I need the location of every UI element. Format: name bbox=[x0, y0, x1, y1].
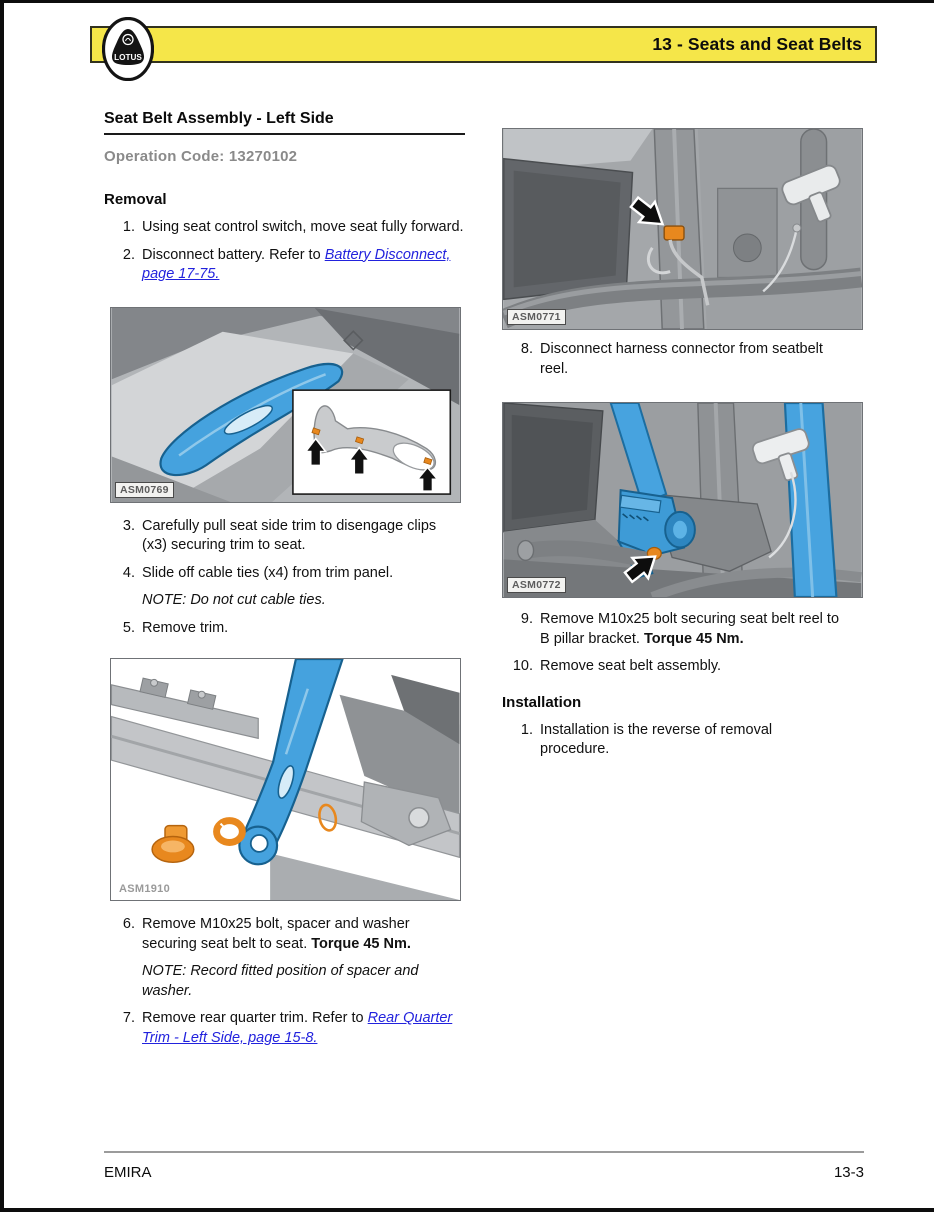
installation-steps bbox=[502, 721, 863, 760]
chapter-title: 13 - Seats and Seat Belts bbox=[652, 34, 862, 54]
chapter-header-bar bbox=[90, 26, 877, 63]
step-text: Using seat control switch, move seat fully forward. bbox=[142, 219, 464, 235]
page-top-border bbox=[0, 0, 934, 3]
step-text bbox=[540, 610, 842, 649]
seat-belt-reel-illustration bbox=[503, 403, 862, 597]
lotus-logo-text: LOTUS bbox=[114, 53, 142, 62]
list-item bbox=[104, 619, 465, 639]
lotus-logo-icon bbox=[102, 17, 154, 73]
step-text bbox=[142, 564, 393, 611]
step-text bbox=[142, 246, 465, 285]
page-left-border bbox=[0, 0, 4, 1212]
step-number: 7. bbox=[122, 1010, 135, 1026]
list-item bbox=[104, 517, 465, 556]
list-item bbox=[502, 340, 863, 379]
torque-value: Torque 45 Nm. bbox=[311, 935, 411, 952]
step-text: Remove trim. bbox=[142, 619, 229, 636]
removal-steps-5 bbox=[502, 610, 863, 677]
footer-page-number: 13-3 bbox=[833, 1164, 864, 1181]
removal-heading: Removal bbox=[104, 191, 167, 208]
figure-label: ASM0771 bbox=[507, 309, 566, 325]
seat-belt-anchor-illustration bbox=[111, 659, 460, 900]
list-item bbox=[104, 564, 465, 611]
page-title: Seat Belt Assembly - Left Side bbox=[104, 109, 465, 135]
step-text: Disconnect harness connector from seatbelt reel. bbox=[540, 341, 823, 377]
removal-steps-1 bbox=[104, 218, 465, 285]
step-text bbox=[142, 915, 465, 1001]
list-item bbox=[502, 610, 863, 649]
step-text-lead: Disconnect battery. Refer to bbox=[142, 246, 325, 263]
step-text: Installation is the reverse of removal procedure. bbox=[540, 721, 773, 757]
torque-value: Torque 45 Nm. bbox=[643, 630, 744, 647]
removal-steps-3 bbox=[104, 915, 465, 1048]
left-column bbox=[104, 109, 465, 1056]
note-text: NOTE: Do not cut cable ties. bbox=[142, 592, 326, 608]
step-number: 1. bbox=[122, 219, 135, 235]
step-text: Carefully pull seat side trim to disengage clips (x3) securing trim to seat. bbox=[142, 517, 437, 553]
rear-quarter-trim-link[interactable]: Rear Quarter Trim - Left Side, page 15-8. bbox=[142, 1010, 453, 1046]
step-number: 9. bbox=[520, 611, 533, 627]
step-number: 10. bbox=[512, 658, 533, 674]
list-item bbox=[104, 218, 465, 238]
battery-disconnect-link[interactable]: Battery Disconnect, page 17-75. bbox=[142, 246, 451, 282]
note-text: NOTE: Record fitted position of spacer and washer. bbox=[142, 963, 419, 999]
removal-steps-2 bbox=[104, 517, 465, 639]
lotus-badge-svg bbox=[102, 17, 154, 81]
figure-asm0769 bbox=[110, 307, 461, 503]
step-text bbox=[142, 1009, 465, 1048]
list-item bbox=[502, 657, 863, 677]
figure-label: ASM1910 bbox=[119, 883, 171, 895]
step-number: 2. bbox=[122, 246, 135, 263]
figure-asm0771 bbox=[502, 128, 863, 330]
footer-model-name: EMIRA bbox=[104, 1164, 152, 1181]
figure-label: ASM0769 bbox=[115, 482, 174, 498]
step-text-lead: Slide off cable ties (x4) from trim panel. bbox=[142, 564, 394, 581]
right-column bbox=[502, 128, 863, 768]
step-number: 4. bbox=[122, 564, 135, 581]
list-item bbox=[104, 915, 465, 1001]
figure-label: ASM0772 bbox=[507, 577, 566, 593]
step-text: Remove seat belt assembly. bbox=[540, 658, 722, 674]
list-item bbox=[502, 721, 863, 760]
seat-side-trim-illustration bbox=[111, 308, 460, 502]
harness-connector-illustration bbox=[503, 129, 862, 329]
figure-asm1910 bbox=[110, 658, 461, 901]
step-number: 5. bbox=[122, 619, 135, 636]
footer-divider bbox=[104, 1151, 864, 1153]
removal-steps-4 bbox=[502, 340, 863, 379]
step-text-lead: Remove rear quarter trim. Refer to bbox=[142, 1010, 368, 1026]
page-bottom-border bbox=[0, 1208, 934, 1212]
step-text-lead: Remove M10x25 bolt securing seat belt reel to B pillar bracket. bbox=[540, 611, 840, 647]
step-number: 1. bbox=[520, 721, 533, 738]
step-text-lead: Remove M10x25 bolt, spacer and washer securing seat belt to seat. bbox=[142, 916, 410, 952]
operation-code: Operation Code: 13270102 bbox=[104, 148, 298, 165]
step-number: 6. bbox=[122, 916, 135, 932]
list-item bbox=[104, 246, 465, 285]
installation-heading: Installation bbox=[502, 693, 582, 711]
list-item bbox=[104, 1009, 465, 1048]
step-number: 8. bbox=[520, 341, 533, 357]
figure-asm0772 bbox=[502, 402, 863, 598]
step-number: 3. bbox=[122, 517, 135, 534]
